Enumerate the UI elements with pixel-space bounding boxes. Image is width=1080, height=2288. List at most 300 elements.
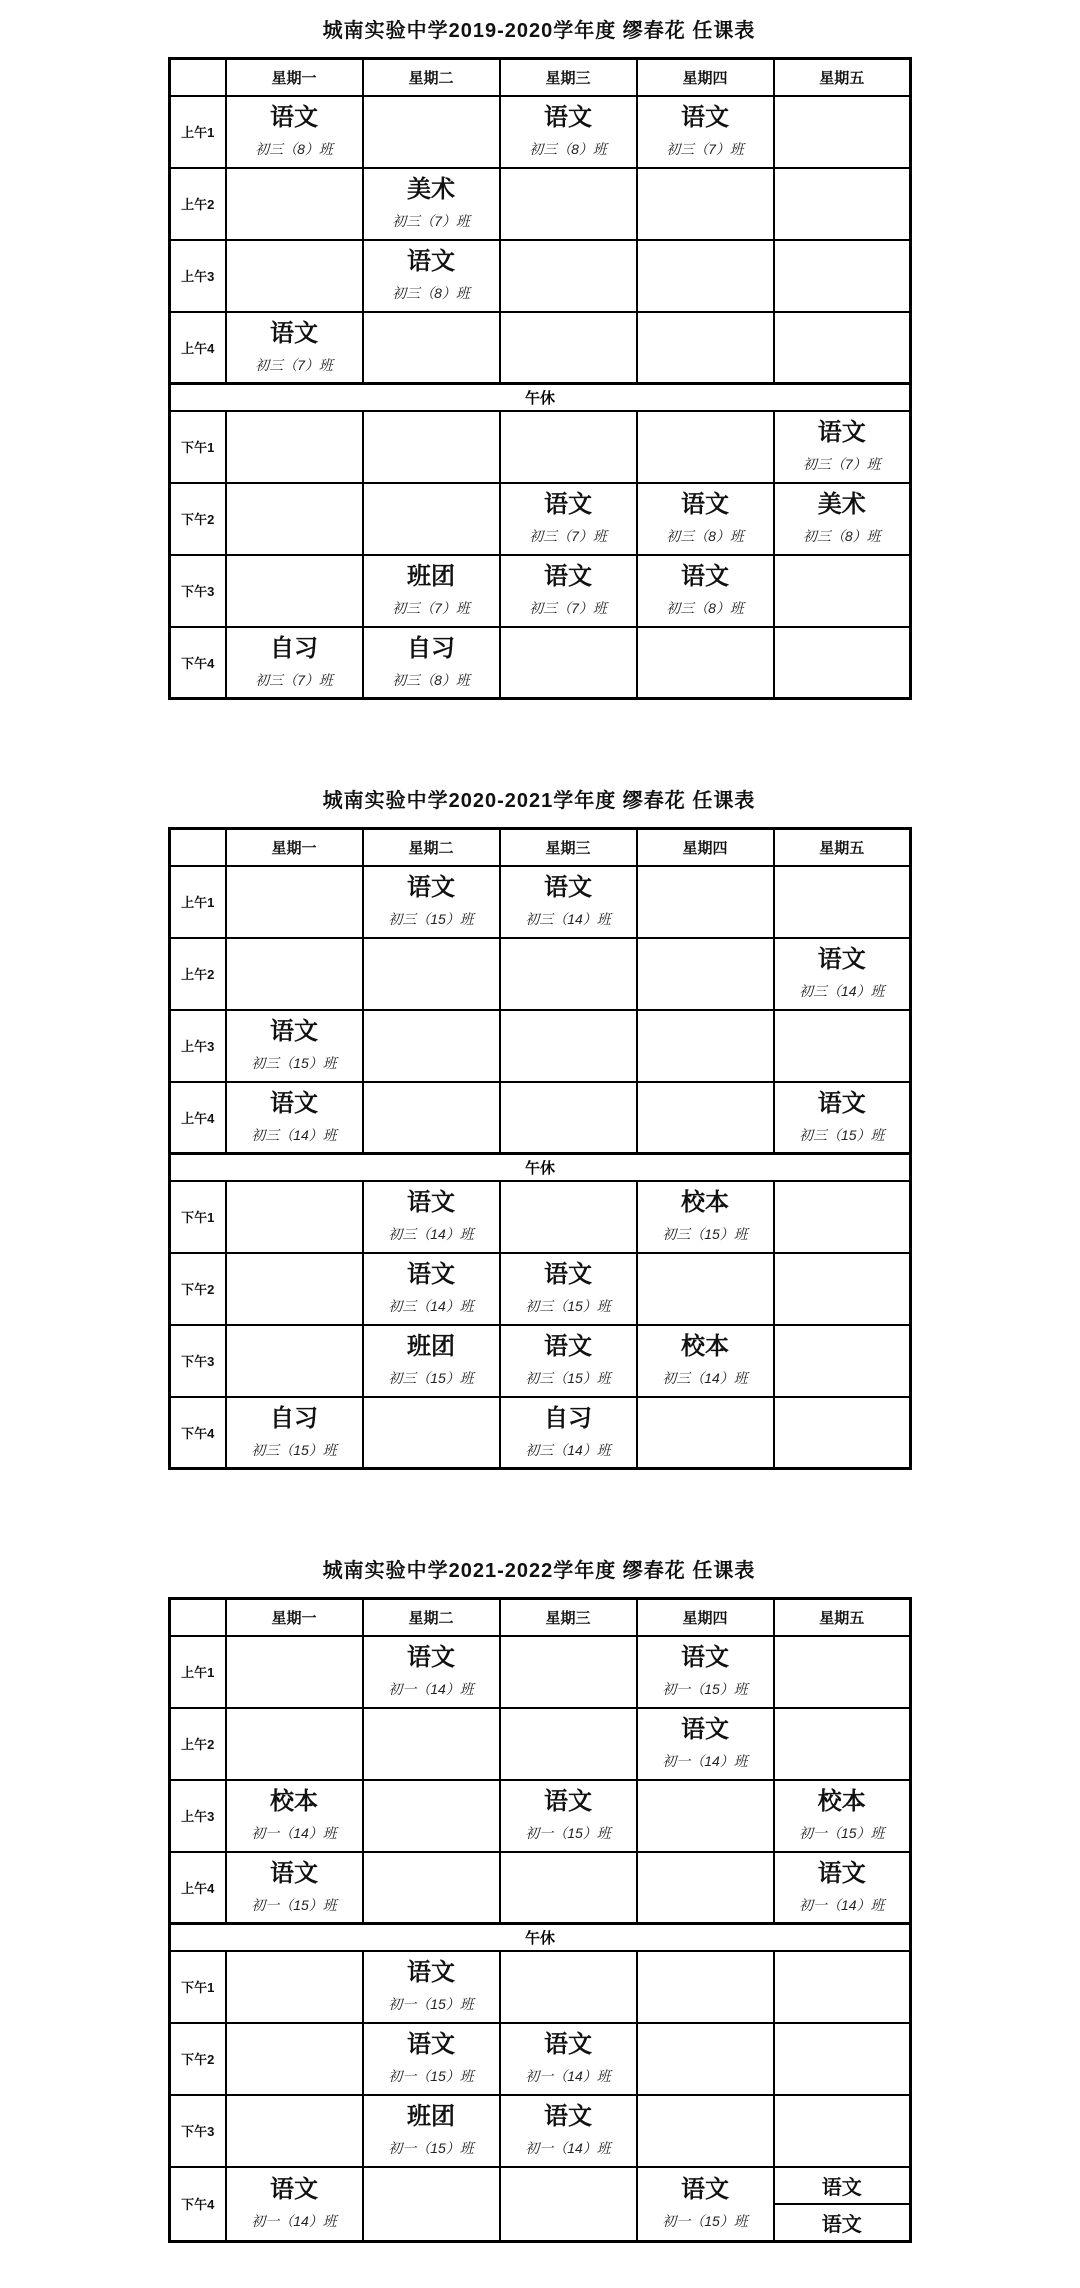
period-row: [170, 312, 911, 384]
class-label: 初三（15）班: [798, 1126, 885, 1143]
timetable-cell: [363, 627, 500, 699]
period-label: 上午2: [170, 938, 226, 1010]
timetable-cell: [226, 1082, 363, 1154]
subject-label: 语文: [407, 1261, 455, 1289]
timetable-block-2021-2022: [168, 1554, 910, 2243]
timetable-cell: [774, 627, 911, 699]
noon-break-row: [170, 1154, 911, 1181]
timetable-cell: [363, 1852, 500, 1924]
period-label: 下午1: [170, 1951, 226, 2023]
period-row: [170, 2023, 911, 2095]
subject-label: 自习: [544, 1404, 592, 1432]
class-label: 初三（8）班: [666, 599, 744, 616]
timetable-cell: [637, 2023, 774, 2095]
subject-label: 语文: [270, 104, 318, 132]
period-label: 下午2: [170, 483, 226, 555]
period-row: [170, 1780, 911, 1852]
period-label: 下午4: [170, 627, 226, 699]
table-title: 城南实验中学2019-2020学年度 缪春花 任课表: [322, 20, 756, 42]
day-header: 星期一: [226, 829, 363, 866]
noon-break-label: 午休: [170, 1154, 911, 1181]
timetable-cell: [500, 1082, 637, 1154]
period-label: 下午2: [170, 2023, 226, 2095]
period-label: 上午4: [170, 312, 226, 384]
timetable-cell: [363, 1010, 500, 1082]
subject-label: 自习: [270, 1404, 318, 1432]
day-header: 星期四: [637, 59, 774, 96]
day-header: 星期三: [500, 829, 637, 866]
timetable-cell: [500, 2167, 637, 2242]
period-label: 下午4: [170, 2167, 226, 2242]
class-label: 初三（15）班: [388, 1369, 474, 1386]
timetable-cell: [363, 1253, 500, 1325]
class-label: 初三（15）班: [662, 1225, 748, 1242]
class-label: 初一（14）班: [798, 1896, 885, 1913]
timetable-cell: [363, 1951, 500, 2023]
subject-label: 校本: [817, 1788, 866, 1816]
timetable-cell: [637, 1325, 774, 1397]
class-label: 初一（15）班: [251, 1896, 337, 1913]
timetable-cell: [637, 1397, 774, 1469]
timetable-cell: [500, 2095, 637, 2167]
timetable-cell: [363, 483, 500, 555]
subject-label: 语文: [681, 1716, 729, 1744]
subject-label: 语文: [544, 874, 592, 902]
period-row: [170, 1181, 911, 1253]
timetable-cell: [226, 1708, 363, 1780]
period-row: [170, 1253, 911, 1325]
period-row: [170, 938, 911, 1010]
day-header: 星期四: [637, 1599, 774, 1636]
day-header: 星期二: [363, 829, 500, 866]
class-label: 初三（15）班: [251, 1441, 337, 1458]
period-row: [170, 168, 911, 240]
period-row: [170, 483, 911, 555]
class-label: 初三（15）班: [388, 910, 474, 927]
timetable-cell: [774, 483, 911, 555]
subject-label: 自习: [407, 634, 455, 662]
subject-label: 自习: [270, 634, 318, 662]
period-label: 下午2: [170, 1253, 226, 1325]
timetable-cell: [363, 1636, 500, 1708]
noon-break-label: 午休: [170, 384, 911, 411]
timetable-cell: [774, 1780, 911, 1852]
day-header-row: [170, 829, 911, 866]
timetable-cell: [637, 1852, 774, 1924]
subject-label: 语文: [407, 1644, 455, 1672]
timetable-cell: [363, 2167, 500, 2242]
subject-label: 校本: [681, 1333, 729, 1361]
subject-label: 语文: [544, 1788, 592, 1816]
timetable-cell: [363, 1397, 500, 1469]
timetable-cell: [774, 312, 911, 384]
class-label: 初一（15）班: [525, 1824, 611, 1841]
subject-label: 班团: [407, 2103, 455, 2131]
corner-cell: [170, 59, 226, 96]
timetable-cell: [500, 168, 637, 240]
timetable-grid: [168, 57, 912, 700]
class-label: 初三（7）班: [666, 140, 744, 157]
timetable-cell: [637, 866, 774, 938]
class-label: 初一（14）班: [525, 2139, 611, 2156]
period-row: [170, 1325, 911, 1397]
timetable-cell: [226, 1253, 363, 1325]
timetable-cell: [226, 1951, 363, 2023]
class-label: 初三（14）班: [525, 910, 611, 927]
timetable-cell: [500, 1010, 637, 1082]
timetable-cell: [226, 1181, 363, 1253]
timetable-cell: [774, 555, 911, 627]
timetable-cell: [226, 1852, 363, 1924]
day-header: 星期三: [500, 1599, 637, 1636]
timetable-cell: [363, 1325, 500, 1397]
timetable-cell: [774, 1397, 911, 1469]
period-row: [170, 1397, 911, 1469]
period-row: [170, 1708, 911, 1780]
timetable-cell: [774, 411, 911, 483]
day-header: 星期四: [637, 829, 774, 866]
period-row: [170, 555, 911, 627]
timetable-cell: [226, 2167, 363, 2242]
class-label: 初三（15）班: [251, 1054, 337, 1071]
subject-label: 语文: [544, 2103, 592, 2131]
timetable-cell: [226, 411, 363, 483]
subject-label: 语文: [270, 1018, 318, 1046]
subject-label: 语文: [775, 2203, 910, 2240]
timetable-body: [170, 59, 911, 699]
timetable-cell: [500, 1325, 637, 1397]
split-cell: [775, 2168, 910, 2240]
day-header: 星期三: [500, 59, 637, 96]
timetable-cell: [226, 2023, 363, 2095]
timetable-cell: [637, 411, 774, 483]
timetable-cell: [363, 96, 500, 168]
timetable-cell: [226, 1636, 363, 1708]
timetable-block-2019-2020: [168, 14, 910, 700]
subject-label: 语文: [407, 1189, 455, 1217]
day-header: 星期二: [363, 1599, 500, 1636]
class-label: 初三（14）班: [251, 1126, 337, 1143]
day-header: 星期一: [226, 1599, 363, 1636]
subject-label: 语文: [544, 1261, 592, 1289]
timetable-cell: [500, 240, 637, 312]
class-label: 初一（14）班: [251, 1824, 337, 1841]
timetable-cell: [500, 1951, 637, 2023]
class-label: 初一（15）班: [798, 1824, 885, 1841]
period-label: 上午3: [170, 240, 226, 312]
class-label: 初一（15）班: [388, 2067, 474, 2084]
period-label: 上午3: [170, 1010, 226, 1082]
noon-break-row: [170, 384, 911, 411]
timetable-cell: [774, 240, 911, 312]
noon-break-label: 午休: [170, 1924, 911, 1951]
timetable-cell: [226, 168, 363, 240]
subject-label: 语文: [681, 563, 729, 591]
timetable-cell: [363, 1780, 500, 1852]
timetable-cell: [637, 1780, 774, 1852]
class-label: 初一（15）班: [388, 2139, 474, 2156]
period-label: 下午1: [170, 411, 226, 483]
subject-label: 语文: [544, 1333, 592, 1361]
timetable-cell: [637, 1082, 774, 1154]
period-label: 上午4: [170, 1082, 226, 1154]
subject-label: 语文: [544, 491, 592, 519]
period-row: [170, 1636, 911, 1708]
subject-label: 语文: [681, 2176, 729, 2204]
timetable-cell: [500, 1253, 637, 1325]
day-header: 星期一: [226, 59, 363, 96]
class-label: 初三（14）班: [388, 1297, 474, 1314]
timetable-cell: [500, 1636, 637, 1708]
timetable-grid: [168, 827, 912, 1470]
timetable-cell: [363, 168, 500, 240]
period-label: 上午3: [170, 1780, 226, 1852]
timetable-cell: [226, 240, 363, 312]
subject-label: 语文: [681, 1644, 729, 1672]
timetable-cell: [226, 866, 363, 938]
timetable-cell: [500, 1181, 637, 1253]
timetable-cell: [226, 938, 363, 1010]
timetable-cell: [637, 2167, 774, 2242]
subject-label: 语文: [407, 248, 455, 276]
subject-label: 语文: [270, 2176, 318, 2204]
subject-label: 语文: [817, 1089, 866, 1117]
timetable-cell: [226, 555, 363, 627]
class-label: 初三（14）班: [662, 1369, 748, 1386]
period-label: 上午2: [170, 168, 226, 240]
class-label: 初三（8）班: [255, 140, 333, 157]
noon-break-row: [170, 1924, 911, 1951]
subject-label: 语文: [544, 104, 592, 132]
timetable-cell: [774, 1010, 911, 1082]
timetable-cell: [774, 2167, 911, 2242]
period-row: [170, 1010, 911, 1082]
timetable-cell: [637, 1253, 774, 1325]
class-label: 初三（8）班: [392, 671, 470, 688]
period-label: 下午3: [170, 2095, 226, 2167]
class-label: 初一（14）班: [662, 1752, 748, 1769]
day-header-row: [170, 1599, 911, 1636]
class-label: 初一（14）班: [525, 2067, 611, 2084]
timetable-cell: [637, 312, 774, 384]
timetable-cell: [637, 168, 774, 240]
class-label: 初三（7）班: [529, 527, 607, 544]
timetable-cell: [226, 1010, 363, 1082]
day-header: 星期五: [774, 829, 911, 866]
day-header: 星期五: [774, 59, 911, 96]
subject-label: 语文: [270, 319, 318, 347]
period-label: 上午2: [170, 1708, 226, 1780]
timetable-cell: [637, 96, 774, 168]
timetable-cell: [774, 96, 911, 168]
corner-cell: [170, 829, 226, 866]
timetable-cell: [637, 555, 774, 627]
timetable-grid: [168, 1597, 912, 2243]
subject-label: 语文: [544, 563, 592, 591]
day-header: 星期二: [363, 59, 500, 96]
subject-label: 语文: [270, 1859, 318, 1887]
period-label: 下午4: [170, 1397, 226, 1469]
class-label: 初一（15）班: [662, 2212, 748, 2229]
subject-label: 语文: [821, 2176, 862, 2199]
timetable-cell: [500, 1708, 637, 1780]
timetable-cell: [774, 1181, 911, 1253]
timetable-cell: [363, 1708, 500, 1780]
corner-cell: [170, 1599, 226, 1636]
timetable-cell: [226, 96, 363, 168]
timetable-cell: [500, 555, 637, 627]
period-label: 上午1: [170, 866, 226, 938]
timetable-cell: [500, 483, 637, 555]
timetable-cell: [774, 1708, 911, 1780]
subject-label: 语文: [681, 104, 729, 132]
timetable-cell: [500, 627, 637, 699]
class-label: 初三（8）班: [529, 140, 607, 157]
timetable-cell: [500, 866, 637, 938]
subject-label: 美术: [407, 176, 455, 204]
subject-label: 语文: [407, 1959, 455, 1987]
timetable-cell: [363, 938, 500, 1010]
period-row: [170, 627, 911, 699]
subject-label: 校本: [681, 1189, 729, 1217]
timetable-cell: [363, 411, 500, 483]
timetable-cell: [226, 1325, 363, 1397]
table-title: 城南实验中学2020-2021学年度 缪春花 任课表: [322, 790, 756, 812]
subject-label: 美术: [817, 491, 866, 519]
period-row: [170, 1951, 911, 2023]
timetable-cell: [226, 312, 363, 384]
timetable-cell: [500, 1397, 637, 1469]
period-row: [170, 866, 911, 938]
timetable-cell: [363, 1082, 500, 1154]
period-label: 上午4: [170, 1852, 226, 1924]
timetable-cell: [637, 483, 774, 555]
class-label: 初一（15）班: [388, 1995, 474, 2012]
subject-label: 语文: [817, 1859, 866, 1887]
timetable-cell: [363, 1181, 500, 1253]
period-label: 下午1: [170, 1181, 226, 1253]
class-label: 初三（14）班: [798, 982, 885, 999]
timetable-cell: [226, 627, 363, 699]
timetable-cell: [774, 1082, 911, 1154]
timetable-cell: [500, 2023, 637, 2095]
period-row: [170, 411, 911, 483]
timetable-cell: [774, 1253, 911, 1325]
period-row: [170, 96, 911, 168]
timetable-cell: [226, 1397, 363, 1469]
period-row: [170, 2095, 911, 2167]
class-label: 初三（7）班: [392, 212, 470, 229]
timetable-cell: [774, 1636, 911, 1708]
day-header: 星期五: [774, 1599, 911, 1636]
timetable-cell: [637, 1010, 774, 1082]
subject-label: 语文: [817, 419, 866, 447]
class-label: 初三（14）班: [525, 1441, 611, 1458]
subject-label: 语文: [407, 2031, 455, 2059]
timetable-cell: [774, 1325, 911, 1397]
timetable-cell: [226, 1780, 363, 1852]
subject-label: 语文: [407, 874, 455, 902]
class-label: 初一（14）班: [388, 1680, 474, 1697]
class-label: 初三（8）班: [802, 527, 881, 544]
period-row: [170, 2167, 911, 2242]
timetable-block-2020-2021: [168, 784, 910, 1470]
period-label: 上午1: [170, 96, 226, 168]
timetable-cell: [363, 555, 500, 627]
timetable-cell: [500, 411, 637, 483]
timetable-cell: [774, 2023, 911, 2095]
timetable-cell: [637, 627, 774, 699]
timetable-cell: [637, 1181, 774, 1253]
class-label: 初三（7）班: [255, 356, 333, 373]
class-label: 初三（15）班: [525, 1369, 611, 1386]
timetable-cell: [774, 2095, 911, 2167]
day-header-row: [170, 59, 911, 96]
timetable-cell: [363, 2095, 500, 2167]
period-row: [170, 1082, 911, 1154]
timetable-cell: [226, 2095, 363, 2167]
timetable-cell: [774, 1852, 911, 1924]
timetable-cell: [363, 312, 500, 384]
class-label: 初三（7）班: [255, 671, 333, 688]
timetable-cell: [637, 1708, 774, 1780]
timetable-body: [170, 829, 911, 1469]
period-label: 下午3: [170, 1325, 226, 1397]
period-label: 下午3: [170, 555, 226, 627]
timetable-cell: [226, 483, 363, 555]
timetable-cell: [637, 1951, 774, 2023]
timetable-cell: [774, 1951, 911, 2023]
timetable-cell: [500, 312, 637, 384]
class-label: 初三（15）班: [525, 1297, 611, 1314]
class-label: 初三（8）班: [666, 527, 744, 544]
timetable-cell: [637, 240, 774, 312]
subject-label: 班团: [407, 563, 455, 591]
subject-label: 语文: [681, 491, 729, 519]
class-label: 初三（7）班: [529, 599, 607, 616]
timetable-body: [170, 1599, 911, 2242]
subject-label: 语文: [817, 946, 866, 974]
class-label: 初三（7）班: [802, 455, 881, 472]
class-label: 初三（14）班: [388, 1225, 474, 1242]
class-label: 初一（14）班: [251, 2212, 337, 2229]
subject-label: 校本: [270, 1788, 318, 1816]
timetable-cell: [774, 168, 911, 240]
class-label: 初三（8）班: [392, 284, 470, 301]
class-label: 初三（7）班: [392, 599, 470, 616]
timetable-cell: [500, 96, 637, 168]
timetable-cell: [774, 866, 911, 938]
timetable-cell: [637, 938, 774, 1010]
timetable-cell: [363, 240, 500, 312]
subject-label: 语文: [544, 2031, 592, 2059]
timetable-cell: [363, 2023, 500, 2095]
timetable-cell: [774, 938, 911, 1010]
timetable-cell: [500, 938, 637, 1010]
timetable-cell: [500, 1852, 637, 1924]
subject-label: 班团: [407, 1333, 455, 1361]
timetable-cell: [363, 866, 500, 938]
timetable-cell: [637, 1636, 774, 1708]
period-row: [170, 1852, 911, 1924]
timetable-cell: [637, 2095, 774, 2167]
period-label: 上午1: [170, 1636, 226, 1708]
timetable-cell: [500, 1780, 637, 1852]
table-title: 城南实验中学2021-2022学年度 缪春花 任课表: [322, 1560, 756, 1582]
subject-label: 语文: [270, 1089, 318, 1117]
period-row: [170, 240, 911, 312]
class-label: 初一（15）班: [662, 1680, 748, 1697]
